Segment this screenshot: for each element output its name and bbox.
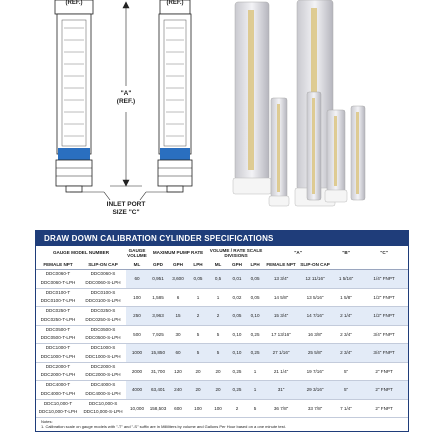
model-s-lph: DDC4000-S-LPH — [85, 390, 121, 396]
header-female-npt: FEMALE NPT — [36, 260, 80, 270]
b-cell: 2 3/4" — [340, 331, 352, 337]
a-female-cell: 36 7/8" — [273, 405, 289, 411]
model-t: DDC10,000-T — [43, 400, 73, 406]
model-t: DDC0060-T — [45, 271, 71, 277]
cylinder-icon-5 — [325, 110, 347, 202]
c-cell: 3/4" FNPT — [360, 344, 408, 363]
model-s-lph: DDC0500-S-LPH — [85, 335, 121, 341]
model-female-npt-cell — [36, 270, 80, 289]
b-cell: 1 5/16" — [332, 270, 360, 289]
scale-gph-cell: 0,25 — [228, 381, 246, 400]
c-cell: 2" FNPT — [375, 368, 393, 374]
a-slip-cell: 33 7/8" — [307, 405, 323, 411]
b-cell: 2 3/4" — [332, 344, 360, 363]
gph-cell: 30 — [175, 331, 181, 337]
table-row — [36, 325, 408, 344]
model-t: DDC2000-T — [45, 363, 71, 369]
a-slip-cell: 14 7/16" — [298, 307, 332, 326]
notes — [36, 419, 408, 429]
scale-lph-cell: 0,05 — [250, 294, 260, 300]
model-t: DDC0250-T — [45, 308, 71, 314]
cylinder-dimension-drawing — [0, 0, 215, 225]
scale-gph-cell: 2 — [235, 405, 239, 411]
model-t-lph: DDC0060-T-LPH — [40, 279, 76, 285]
model-slip-on-cell — [80, 325, 126, 344]
scale-lph-cell: 0,25 — [250, 331, 260, 337]
model-female-npt-cell — [36, 344, 80, 363]
cylinder-icon-1 — [233, 2, 271, 194]
scale-ml-cell: 20 — [215, 368, 221, 374]
scale-gph-cell: 0,10 — [228, 344, 246, 363]
header-ml: ML — [126, 260, 148, 270]
right-cylinder-drawing — [158, 0, 192, 192]
b-cell: 1 5/8" — [340, 294, 352, 300]
gph-cell: 600 — [174, 405, 182, 411]
table-header-row-1 — [36, 246, 408, 260]
c-cell: 1/4" FNPT — [360, 270, 408, 289]
gpd-cell: 63,401 — [148, 381, 168, 400]
header-slip-on-cap: SLIP-ON CAP — [80, 260, 126, 270]
cylinder-icon-4 — [307, 92, 321, 200]
header-a-slip: SLIP-ON CAP — [298, 260, 332, 270]
header-gpd: GPD — [148, 260, 168, 270]
model-slip-on-cell — [80, 288, 126, 307]
a-slip-cell: 13 5/16" — [306, 294, 324, 300]
specifications-panel — [35, 230, 409, 432]
dimension-a-value: "A" — [120, 90, 132, 97]
notes-label: Notes: — [41, 419, 53, 424]
spec-table — [36, 246, 408, 418]
scale-ml-cell: 0,5 — [208, 270, 228, 289]
spec-title: DRAW DOWN CALIBRATION CYLINDER SPECIFICATIONS — [36, 231, 408, 246]
a-female-cell: 17 13/16" — [271, 331, 291, 337]
model-t-lph: DDC10,000-T-LPH — [38, 409, 78, 415]
spec-table-body — [36, 270, 408, 418]
c-cell: 3/4" FNPT — [373, 331, 395, 337]
gpd-cell: 158,503 — [149, 405, 167, 411]
table-row — [36, 381, 408, 400]
gauge-volume-cell: 1000 — [126, 344, 148, 363]
gauge-volume-cell: 4000 — [126, 381, 148, 400]
scale-ml-cell: 5 — [216, 331, 220, 337]
scale-lph-cell: 0,25 — [246, 344, 264, 363]
gauge-volume-cell: 500 — [133, 331, 141, 337]
scale-gph-cell: 0,01 — [228, 270, 246, 289]
a-slip-cell: 12 11/16" — [298, 270, 332, 289]
drawing-svg — [0, 0, 215, 225]
scale-lph-cell: 1 — [253, 368, 257, 374]
scale-ml-cell: 1 — [216, 294, 220, 300]
gauge-volume-cell: 250 — [126, 307, 148, 326]
scale-ml-cell: 100 — [214, 405, 222, 411]
table-row — [36, 362, 408, 381]
gauge-volume-cell: 10,000 — [129, 405, 145, 411]
product-photo — [215, 0, 430, 225]
model-s: DDC0500-S — [90, 326, 116, 332]
note-1: 1. Calibration scale on gauge models with "-T" and "-S" suffix are in Milliliters by volume and Gallons Per Hour based on a one minute test. — [41, 424, 286, 429]
header-volume-scale: VOLUME / RATE SCALE DIVISIONS — [209, 247, 263, 258]
header-gph: GPH — [168, 260, 188, 270]
scale-lph-cell: 0,05 — [246, 270, 264, 289]
scale-ml-cell: 5 — [208, 344, 228, 363]
left-cylinder-drawing — [55, 0, 93, 192]
table-row — [36, 307, 408, 326]
model-t-lph: DDC0100-T-LPH — [40, 298, 76, 304]
model-t-lph: DDC1000-T-LPH — [40, 353, 76, 359]
header-lph-scale: LPH — [246, 260, 264, 270]
table-row — [36, 399, 408, 418]
model-s: DDC0250-S — [90, 308, 116, 314]
ref-label-right: (REF.) — [166, 0, 184, 6]
b-cell: 7 1/4" — [340, 405, 352, 411]
a-female-cell: 13 3/4" — [264, 270, 298, 289]
gph-cell: 6 — [176, 294, 180, 300]
a-slip-cell: 29 3/16" — [298, 381, 332, 400]
a-female-cell: 27 1/16" — [264, 344, 298, 363]
gph-cell: 15 — [168, 307, 188, 326]
a-female-cell: 21 1/4" — [273, 368, 289, 374]
lph-cell: 20 — [188, 381, 208, 400]
gpd-cell: 0,951 — [148, 270, 168, 289]
model-slip-on-cell — [80, 307, 126, 326]
gpd-cell: 3,963 — [148, 307, 168, 326]
header-a: "A" — [294, 250, 302, 256]
model-slip-on-cell — [80, 270, 126, 289]
model-t-lph: DDC2000-T-LPH — [40, 372, 76, 378]
lph-cell: 5 — [188, 344, 208, 363]
a-slip-cell: 25 5/8" — [298, 344, 332, 363]
model-slip-on-cell — [80, 362, 126, 381]
a-female-cell: 14 5/8" — [273, 294, 289, 300]
header-a-female: FEMALE NPT — [264, 260, 298, 270]
ref-label-left: (REF.) — [65, 0, 83, 6]
scale-gph-cell: 0,02 — [232, 294, 242, 300]
header-gauge-volume: GAUGE VOLUME — [127, 247, 147, 258]
model-t: DDC0500-T — [45, 326, 71, 332]
gph-cell: 120 — [174, 368, 182, 374]
lph-cell: 1 — [196, 294, 200, 300]
table-row — [36, 344, 408, 363]
model-slip-on-cell — [80, 344, 126, 363]
model-female-npt-cell — [36, 307, 80, 326]
model-s-lph: DDC0100-S-LPH — [85, 298, 121, 304]
scale-lph-cell: 5 — [253, 405, 257, 411]
cylinders-photo-svg — [215, 0, 430, 225]
table-header-row-2 — [36, 260, 408, 270]
header-lph: LPH — [188, 260, 208, 270]
table-row — [36, 288, 408, 307]
model-female-npt-cell — [36, 362, 80, 381]
model-female-npt-cell — [36, 399, 80, 418]
model-s-lph: DDC1000-S-LPH — [85, 353, 121, 359]
c-cell: 2" FNPT — [375, 405, 393, 411]
model-s-lph: DDC10,000-S-LPH — [83, 409, 123, 415]
model-slip-on-cell — [80, 399, 126, 418]
scale-ml-cell: 2 — [208, 307, 228, 326]
c-cell: 1/2" FNPT — [373, 294, 395, 300]
c-cell: 2" FNPT — [360, 381, 408, 400]
lph-cell: 2 — [188, 307, 208, 326]
gph-cell: 3,600 — [168, 270, 188, 289]
cylinder-icon-6 — [351, 106, 365, 200]
model-s-lph: DDC0250-S-LPH — [85, 316, 121, 322]
header-c: "C" — [380, 250, 388, 256]
model-female-npt-cell — [36, 381, 80, 400]
lph-cell: 100 — [194, 405, 202, 411]
scale-ml-cell: 20 — [208, 381, 228, 400]
gpd-cell: 31,700 — [150, 368, 166, 374]
a-female-cell: 15 3/4" — [264, 307, 298, 326]
scale-gph-cell: 0,25 — [232, 368, 242, 374]
model-s: DDC0100-S — [90, 289, 116, 295]
model-t-lph: DDC0500-T-LPH — [40, 335, 76, 341]
model-s: DDC0060-S — [90, 271, 116, 277]
header-gph-scale: GPH — [228, 260, 246, 270]
gpd-cell: 1,585 — [152, 294, 164, 300]
model-t-lph: DDC0250-T-LPH — [40, 316, 76, 322]
gph-cell: 240 — [168, 381, 188, 400]
gauge-volume-cell: 60 — [126, 270, 148, 289]
b-cell: 5" — [343, 368, 349, 374]
a-female-cell: 31" — [264, 381, 298, 400]
header-gauge-model: GAUGE MODEL NUMBER — [52, 250, 110, 256]
model-s: DDC2000-S — [90, 363, 116, 369]
header-ml-scale: ML — [208, 260, 228, 270]
dimension-a-ref: (REF.) — [116, 98, 136, 105]
model-s-lph: DDC0060-S-LPH — [85, 279, 121, 285]
model-female-npt-cell — [36, 325, 80, 344]
header-max-pump-rate: MAXIMUM PUMP RATE — [152, 250, 204, 256]
inlet-port-label — [100, 201, 152, 217]
scale-lph-cell: 0,10 — [246, 307, 264, 326]
a-slip-cell: 16 3/8" — [307, 331, 323, 337]
scale-gph-cell: 0,05 — [228, 307, 246, 326]
inlet-port-text: INLET PORT — [106, 201, 146, 208]
gauge-volume-cell: 2000 — [131, 368, 143, 374]
gpd-cell: 7,925 — [152, 331, 164, 337]
lph-cell: 5 — [196, 331, 200, 337]
scale-lph-cell: 1 — [246, 381, 264, 400]
scale-gph-cell: 0,10 — [232, 331, 242, 337]
lph-cell: 0,05 — [188, 270, 208, 289]
table-row — [36, 270, 408, 289]
b-cell: 5" — [332, 381, 360, 400]
lph-cell: 20 — [195, 368, 201, 374]
dimension-a-label — [106, 90, 146, 106]
gph-cell: 60 — [168, 344, 188, 363]
b-cell: 2 1/4" — [332, 307, 360, 326]
gpd-cell: 15,850 — [148, 344, 168, 363]
c-cell: 1/2" FNPT — [360, 307, 408, 326]
model-t: DDC4000-T — [45, 382, 71, 388]
model-s: DDC10,000-S — [88, 400, 118, 406]
header-b: "B" — [342, 250, 350, 256]
model-female-npt-cell — [36, 288, 80, 307]
inlet-port-size: SIZE "C" — [112, 209, 140, 216]
model-s: DDC1000-S — [90, 345, 116, 351]
model-slip-on-cell — [80, 381, 126, 400]
gauge-volume-cell: 100 — [133, 294, 141, 300]
a-slip-cell: 19 7/16" — [306, 368, 324, 374]
model-t-lph: DDC4000-T-LPH — [40, 390, 76, 396]
cylinder-icon-3 — [269, 98, 289, 206]
model-t: DDC1000-T — [45, 345, 71, 351]
model-s: DDC4000-S — [90, 382, 116, 388]
model-t: DDC0100-T — [45, 289, 71, 295]
model-s-lph: DDC2000-S-LPH — [85, 372, 121, 378]
